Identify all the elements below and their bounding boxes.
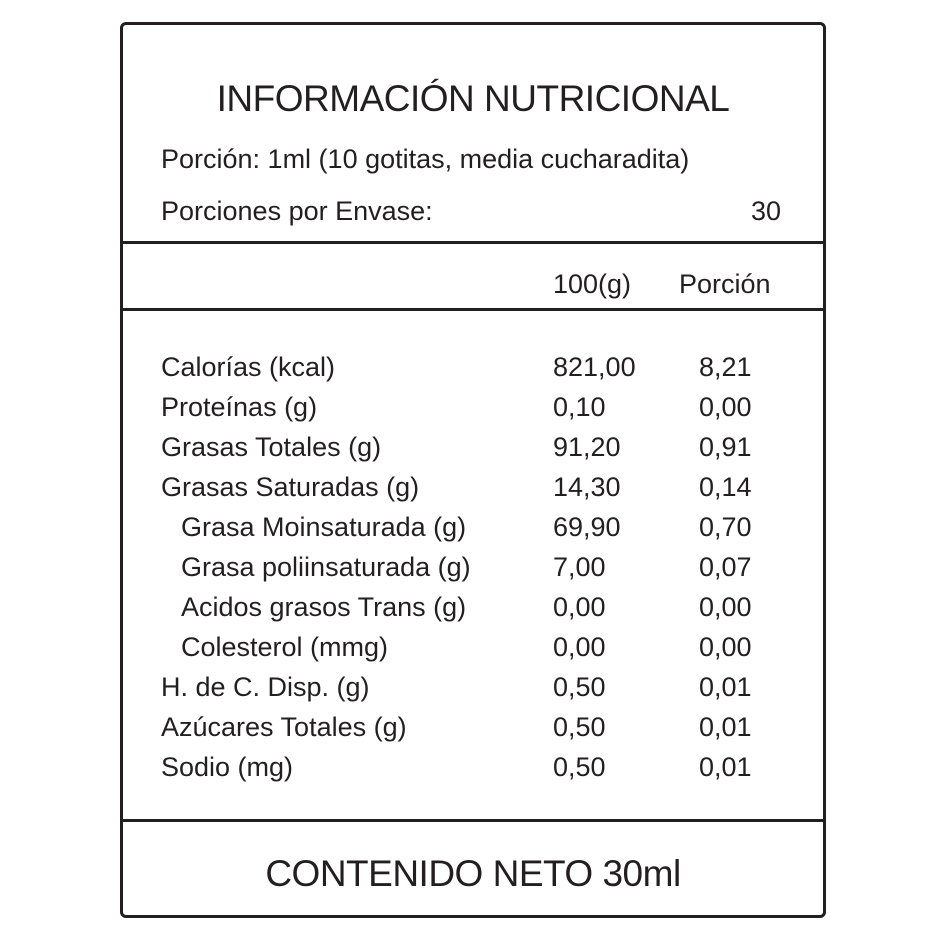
nutrient-per-100: 0,50: [553, 672, 606, 702]
nutrient-per-serving: 0,01: [699, 712, 752, 742]
divider: [123, 308, 823, 311]
nutrient-name: Grasas Totales (g): [161, 432, 382, 462]
table-row: [123, 667, 823, 707]
table-row: [123, 347, 823, 387]
nutrient-per-serving: 0,00: [699, 632, 752, 662]
table-row: [123, 387, 823, 427]
table-row: [123, 707, 823, 747]
nutrient-per-serving: 0,70: [699, 512, 752, 542]
label-title: INFORMACIÓN NUTRICIONAL: [216, 78, 730, 119]
servings-per-container-label: Porciones por Envase:: [161, 196, 433, 226]
nutrient-name: Acidos grasos Trans (g): [181, 592, 467, 622]
nutrient-per-serving: 0,01: [699, 672, 752, 702]
nutrient-per-100: 14,30: [553, 472, 621, 502]
servings-per-container-value: 30: [750, 196, 781, 226]
nutrient-name: Azúcares Totales (g): [161, 712, 407, 742]
nutrient-per-100: 69,90: [553, 512, 621, 542]
divider: [123, 241, 823, 244]
nutrient-per-100: 91,20: [553, 432, 621, 462]
column-header-per-100: 100(g): [553, 269, 632, 299]
nutrient-name: Grasa poliinsaturada (g): [181, 552, 471, 582]
nutrient-name: Grasas Saturadas (g): [161, 472, 420, 502]
table-row: [123, 587, 823, 627]
nutrient-per-serving: 0,14: [699, 472, 752, 502]
table-row: [123, 467, 823, 507]
table-row: [123, 627, 823, 667]
nutrient-name: Sodio (mg): [161, 752, 294, 782]
nutrient-per-serving: 0,91: [699, 432, 752, 462]
nutrient-per-serving: 8,21: [699, 352, 752, 382]
nutrient-per-100: 0,50: [553, 752, 606, 782]
nutrition-label: [120, 22, 826, 918]
nutrient-per-100: 0,00: [553, 632, 606, 662]
nutrient-name: H. de C. Disp. (g): [161, 672, 370, 702]
serving-size: Porción: 1ml (10 gotitas, media cucharadita): [161, 144, 690, 174]
nutrient-name: Grasa Moinsaturada (g): [181, 512, 467, 542]
nutrient-name: Colesterol (mmg): [181, 632, 389, 662]
net-content: CONTENIDO NETO 30ml: [265, 853, 681, 894]
divider: [123, 819, 823, 822]
column-header-per-serving: Porción: [679, 269, 771, 299]
table-row: [123, 427, 823, 467]
table-row: [123, 507, 823, 547]
nutrient-per-serving: 0,00: [699, 592, 752, 622]
nutrient-per-serving: 0,00: [699, 392, 752, 422]
nutrient-table: [123, 347, 823, 787]
nutrient-per-serving: 0,01: [699, 752, 752, 782]
nutrient-per-serving: 0,07: [699, 552, 752, 582]
nutrient-per-100: 0,50: [553, 712, 606, 742]
nutrient-per-100: 0,00: [553, 592, 606, 622]
table-row: [123, 547, 823, 587]
nutrient-name: Proteínas (g): [161, 392, 318, 422]
nutrient-per-100: 0,10: [553, 392, 606, 422]
nutrient-per-100: 821,00: [553, 352, 636, 382]
table-row: [123, 747, 823, 787]
nutrient-name: Calorías (kcal): [161, 352, 336, 382]
nutrient-per-100: 7,00: [553, 552, 606, 582]
